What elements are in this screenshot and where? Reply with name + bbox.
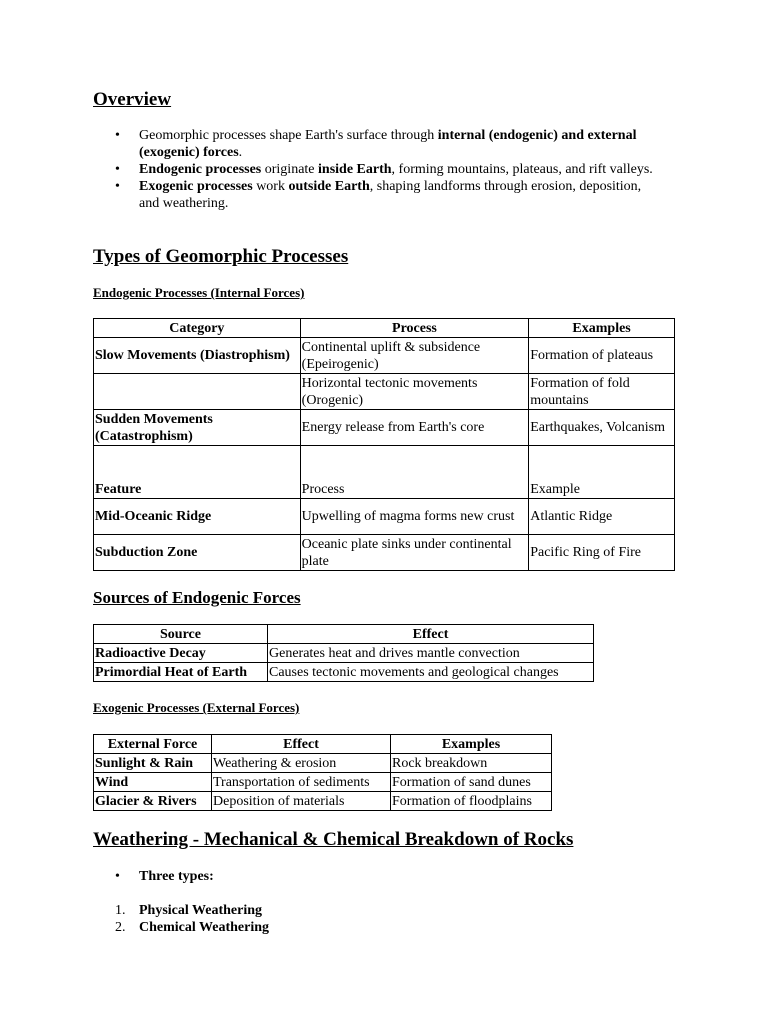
- table-cell: Continental uplift & subsidence (Epeirogenic): [300, 338, 529, 374]
- table-header-row: [94, 735, 552, 754]
- table-header-cell: Process: [300, 319, 529, 338]
- table-cell: Process: [300, 446, 529, 499]
- table-cell: Generates heat and drives mantle convection: [268, 644, 594, 663]
- weathering-numbered-list: [93, 902, 653, 936]
- table-row: [94, 446, 675, 499]
- table-cell: Slow Movements (Diastrophism): [94, 338, 301, 374]
- table-cell: Mid-Oceanic Ridge: [94, 499, 301, 535]
- table-header-cell: Effect: [268, 625, 594, 644]
- table-cell: Sudden Movements (Catastrophism): [94, 410, 301, 446]
- table-cell: Weathering & erosion: [212, 754, 391, 773]
- table-cell: Formation of plateaus: [529, 338, 675, 374]
- sources-table: [93, 624, 594, 682]
- table-cell: Formation of fold mountains: [529, 374, 675, 410]
- table-row: [94, 663, 594, 682]
- table-cell: Formation of sand dunes: [391, 773, 552, 792]
- table-cell: Glacier & Rivers: [94, 792, 212, 811]
- table-row: [94, 792, 552, 811]
- table-row: [94, 535, 675, 571]
- table-row: [94, 374, 675, 410]
- table-cell: Energy release from Earth's core: [300, 410, 529, 446]
- table-row: [94, 644, 594, 663]
- table-row: [94, 499, 675, 535]
- list-item: 1. Physical Weathering: [115, 903, 263, 918]
- table-cell: Transportation of sediments: [212, 773, 391, 792]
- table-cell: Pacific Ring of Fire: [529, 535, 675, 571]
- table-cell: Example: [529, 446, 675, 499]
- table-cell: Oceanic plate sinks under continental plate: [300, 535, 529, 571]
- table-cell: Feature: [94, 446, 301, 499]
- overview-bullet-list: [93, 127, 653, 212]
- table-row: [94, 410, 675, 446]
- table-header-cell: External Force: [94, 735, 212, 754]
- table-cell: Causes tectonic movements and geological changes: [268, 663, 594, 682]
- sources-heading: Sources of Endogenic Forces: [93, 588, 301, 607]
- table-row: [94, 338, 675, 374]
- table-cell: Primordial Heat of Earth: [94, 663, 268, 682]
- table-cell: Rock breakdown: [391, 754, 552, 773]
- exogenic-heading: Exogenic Processes (External Forces): [93, 700, 300, 715]
- table-cell: Radioactive Decay: [94, 644, 268, 663]
- list-item: 2. Chemical Weathering: [115, 920, 270, 935]
- table-header-row: [94, 625, 594, 644]
- table-header-row: [94, 319, 675, 338]
- table-cell: Formation of floodplains: [391, 792, 552, 811]
- table-cell: Sunlight & Rain: [94, 754, 212, 773]
- overview-bullet-1: • Geomorphic processes shape Earth's surface through internal (endogenic) and external (exogenic) forces.: [93, 127, 653, 161]
- weathering-bullet-list: [93, 868, 653, 885]
- types-heading: Types of Geomorphic Processes: [93, 246, 349, 267]
- table-header-cell: Examples: [391, 735, 552, 754]
- endogenic-table: [93, 318, 675, 571]
- table-row: [94, 773, 552, 792]
- table-row: [94, 754, 552, 773]
- table-header-cell: Examples: [529, 319, 675, 338]
- table-cell: Atlantic Ridge: [529, 499, 675, 535]
- table-header-cell: Category: [94, 319, 301, 338]
- overview-bullet-3: • Exogenic processes work outside Earth, shaping landforms through erosion, deposition, and weathering.: [93, 178, 653, 212]
- table-cell: Wind: [94, 773, 212, 792]
- table-cell: Horizontal tectonic movements (Orogenic): [300, 374, 529, 410]
- table-header-cell: Source: [94, 625, 268, 644]
- weathering-bullet: • Three types:: [93, 868, 653, 885]
- overview-heading: Overview: [93, 89, 172, 110]
- table-cell: Upwelling of magma forms new crust: [300, 499, 529, 535]
- table-header-cell: Effect: [212, 735, 391, 754]
- table-cell: Deposition of materials: [212, 792, 391, 811]
- exogenic-table: [93, 734, 552, 811]
- table-cell: Subduction Zone: [94, 535, 301, 571]
- overview-bullet-2: • Endogenic processes originate inside Earth, forming mountains, plateaus, and rift valleys.: [93, 161, 653, 178]
- weathering-heading: Weathering - Mechanical & Chemical Breakdown of Rocks: [93, 829, 574, 850]
- table-cell: Earthquakes, Volcanism: [529, 410, 675, 446]
- endogenic-heading: Endogenic Processes (Internal Forces): [93, 285, 305, 300]
- table-cell: [94, 374, 301, 410]
